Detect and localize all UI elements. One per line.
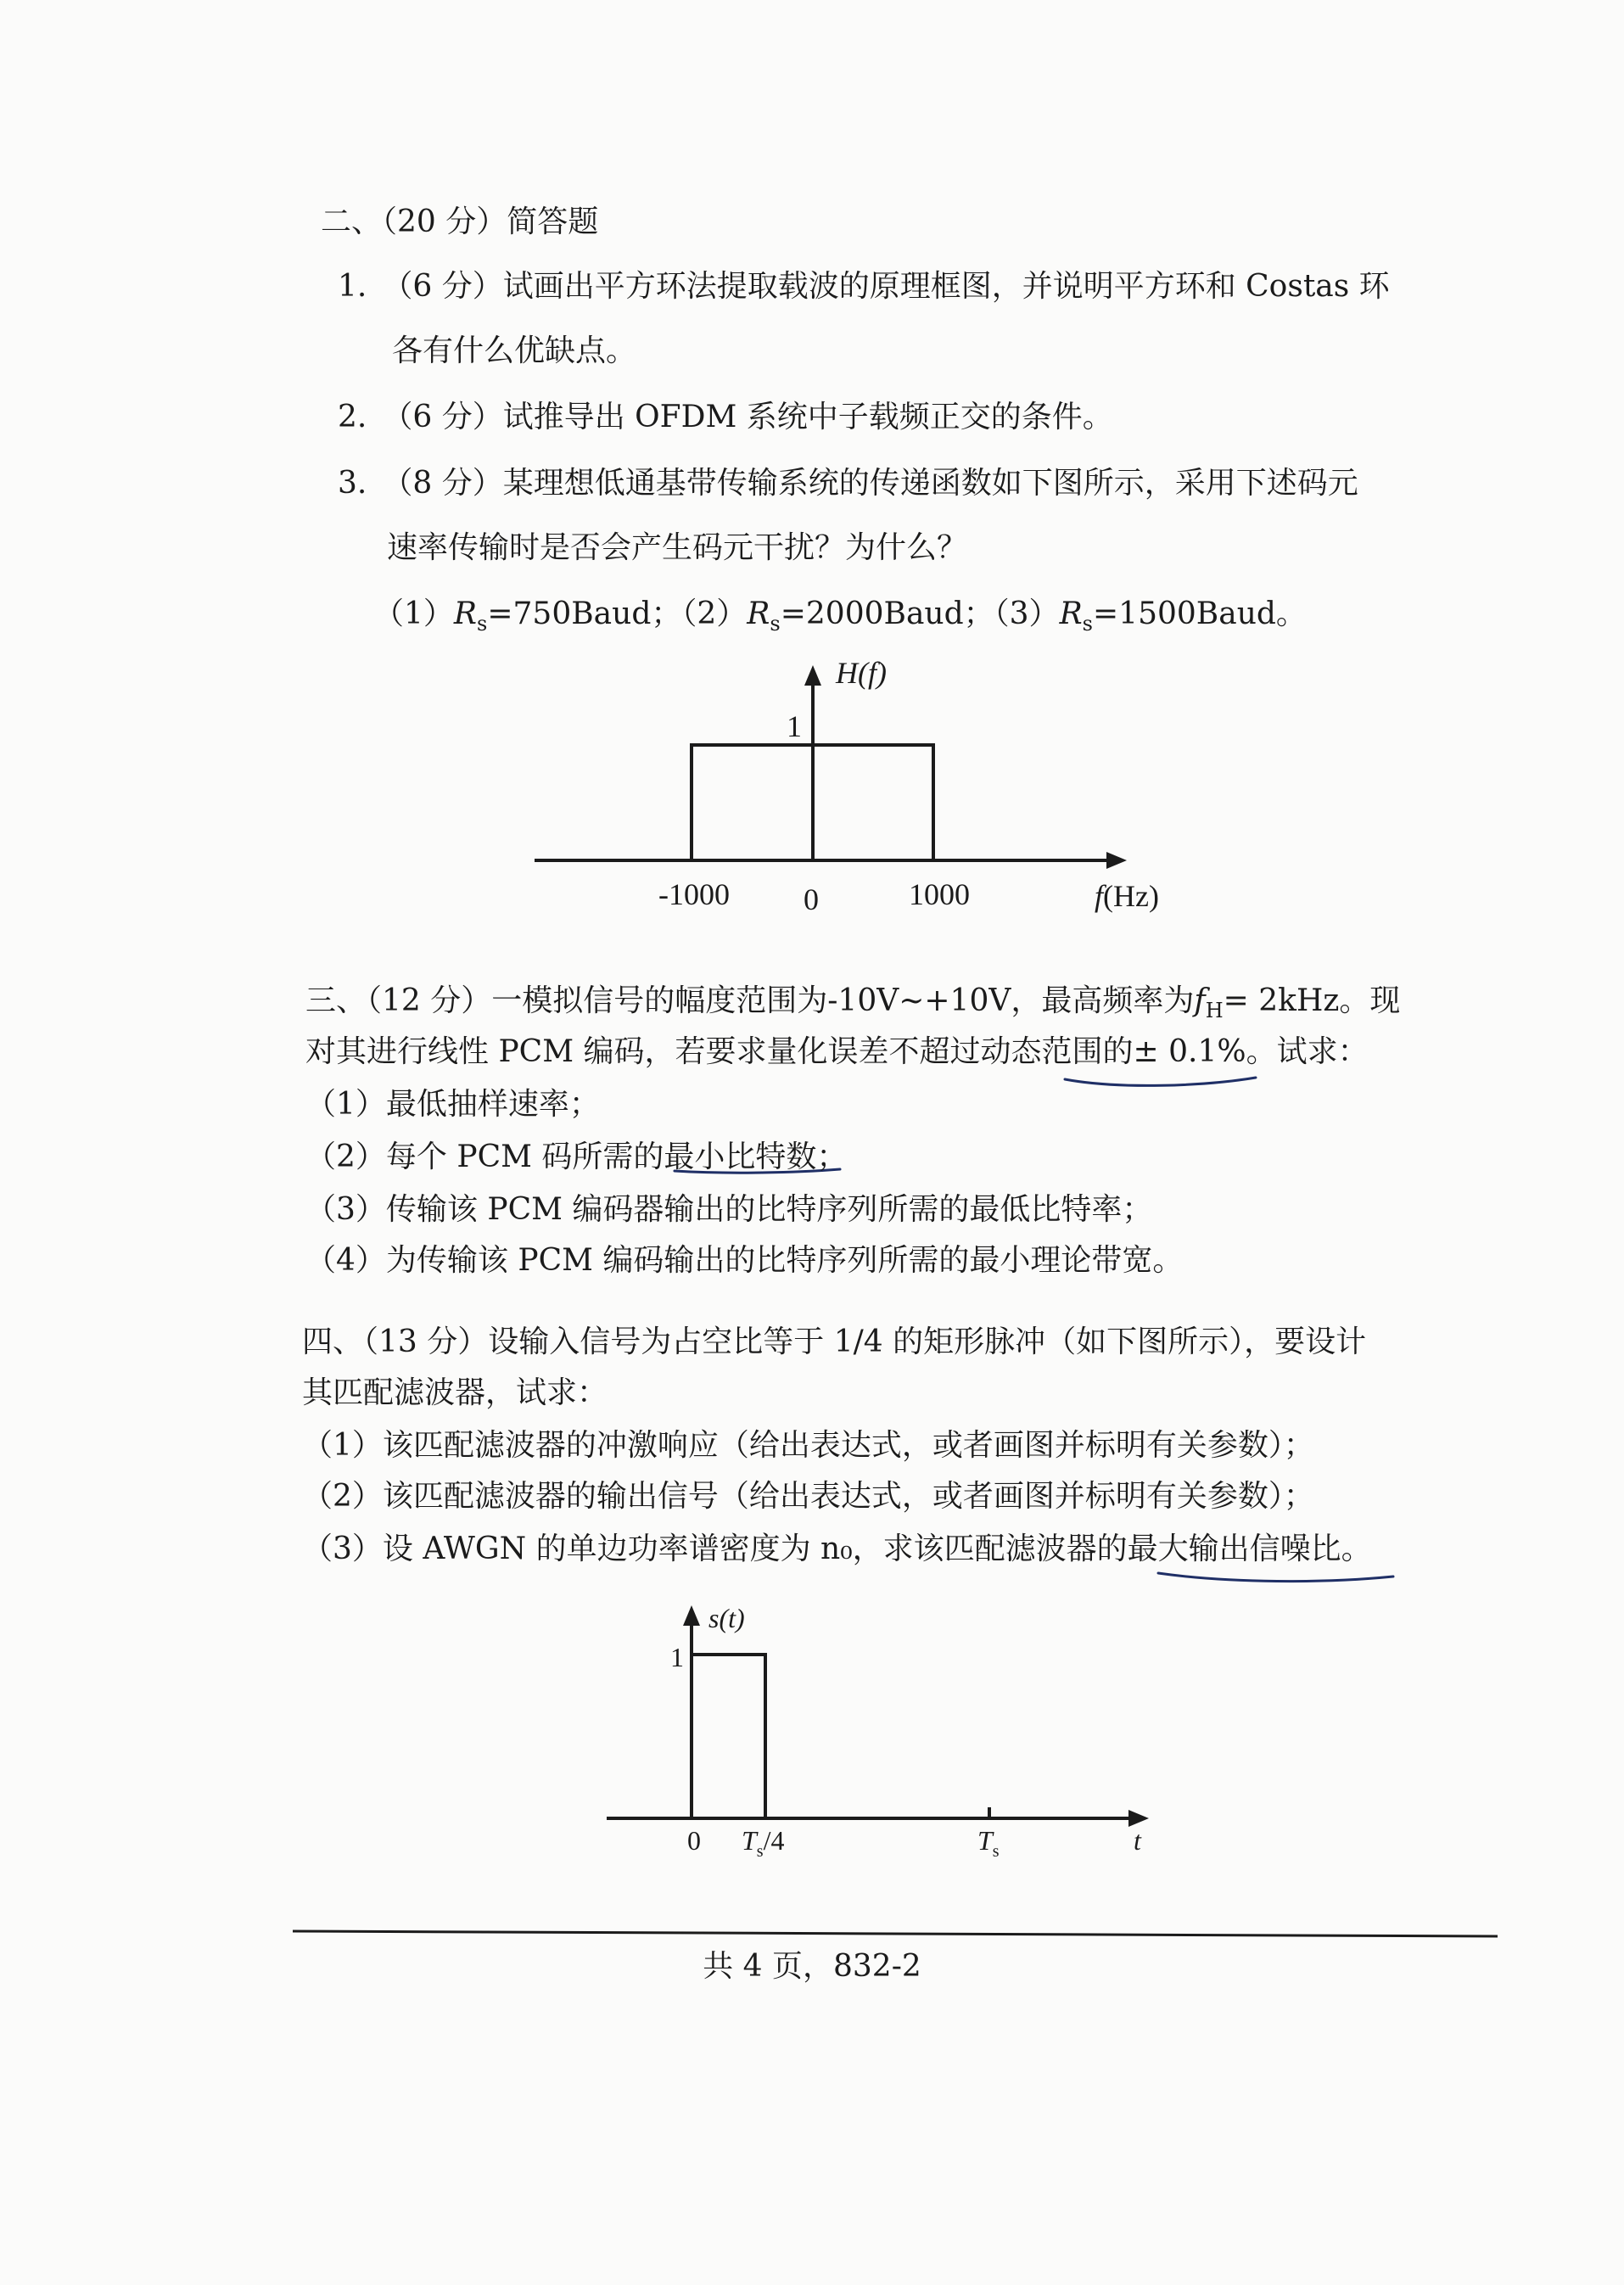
h-axis-label: H(f) <box>836 656 888 690</box>
section4-item1: （1）该匹配滤波器的冲激响应（给出表达式，或者画图并标明有关参数）； <box>302 1428 1314 1463</box>
section3-item1: （1）最低抽样速率； <box>305 1087 600 1122</box>
tick-zero: 0 <box>804 882 819 916</box>
q3-rates: $(1)R_s=750Baud$；$(2)R_s=2000Baud$；$(3)R_s=1500Baud$。 <box>373 596 1307 636</box>
q3-line1: 3. （8 分）某理想低通基带传输系统的传递函数如下图所示，采用下述码元 <box>338 466 1358 501</box>
section4-line2: 其匹配滤波器，试求： <box>302 1375 608 1410</box>
level-label: 1 <box>787 709 802 743</box>
section4-item3: （3）设 AWGN 的单边功率谱密度为 n₀，求该匹配滤波器的最大输出信噪比。 <box>302 1532 1372 1566</box>
footer-rule <box>293 1931 1498 1936</box>
q1-line1: 1. （6 分）试画出平方环法提取载波的原理框图，并说明平方环和 Costas 环 <box>338 269 1390 304</box>
q3-line2: 速率传输时是否会产生码元干扰？为什么？ <box>387 530 968 565</box>
tick-0: 0 <box>687 1825 701 1856</box>
section3-item3: （3）传输该 PCM 编码器输出的比特序列所需的最低比特率； <box>305 1192 1153 1227</box>
pulse-level: 1 <box>670 1642 684 1672</box>
t-axis-arrow <box>1128 1810 1149 1827</box>
section3-item4: （4）为传输该 PCM 编码输出的比特序列所需的最小理论带宽。 <box>305 1243 1184 1278</box>
pen-underline-range <box>1065 1078 1256 1085</box>
tick-ts-quarter: $T_s/4$ <box>742 1825 785 1861</box>
section2-heading: 二、（20 分）简答题 <box>321 204 599 239</box>
s-axis-label: s(t) <box>708 1603 745 1633</box>
tick-1000: 1000 <box>909 877 970 911</box>
section4-line1: 四、（13 分）设输入信号为占空比等于 1/4 的矩形脉冲（如下图所示），要设计 <box>302 1325 1367 1359</box>
f-axis-label: f(Hz) <box>1095 879 1159 913</box>
pulse-rect <box>692 1655 765 1818</box>
tick-ts: $T_s$ <box>977 1825 1000 1861</box>
page-footer: 共 4 页，832-2 <box>703 1949 921 1984</box>
tick-neg1000: -1000 <box>658 877 730 911</box>
q2: 2. （6 分）试推导出 OFDM 系统中子载频正交的条件。 <box>338 400 1113 434</box>
pen-underline-snr <box>1158 1573 1393 1582</box>
section3-line2: 对其进行线性 PCM 编码，若要求量化误差不超过动态范围的± 0.1%。试求： <box>305 1034 1369 1069</box>
q1-line2: 各有什么优缺点。 <box>392 333 637 368</box>
s-axis-arrow <box>683 1605 700 1626</box>
f-axis-arrow <box>1106 852 1127 869</box>
section3-item2: （2）每个 PCM 码所需的最小比特数； <box>305 1140 848 1174</box>
h-axis-arrow <box>804 665 821 686</box>
section4-item2: （2）该匹配滤波器的输出信号（给出表达式，或者画图并标明有关参数）； <box>302 1479 1314 1514</box>
section3-line1: 三、（12 分）一模拟信号的幅度范围为-10V~+10V，最高频率为$f_H= 2kHz$。现 <box>305 983 1401 1022</box>
t-axis-label: t <box>1134 1825 1141 1856</box>
